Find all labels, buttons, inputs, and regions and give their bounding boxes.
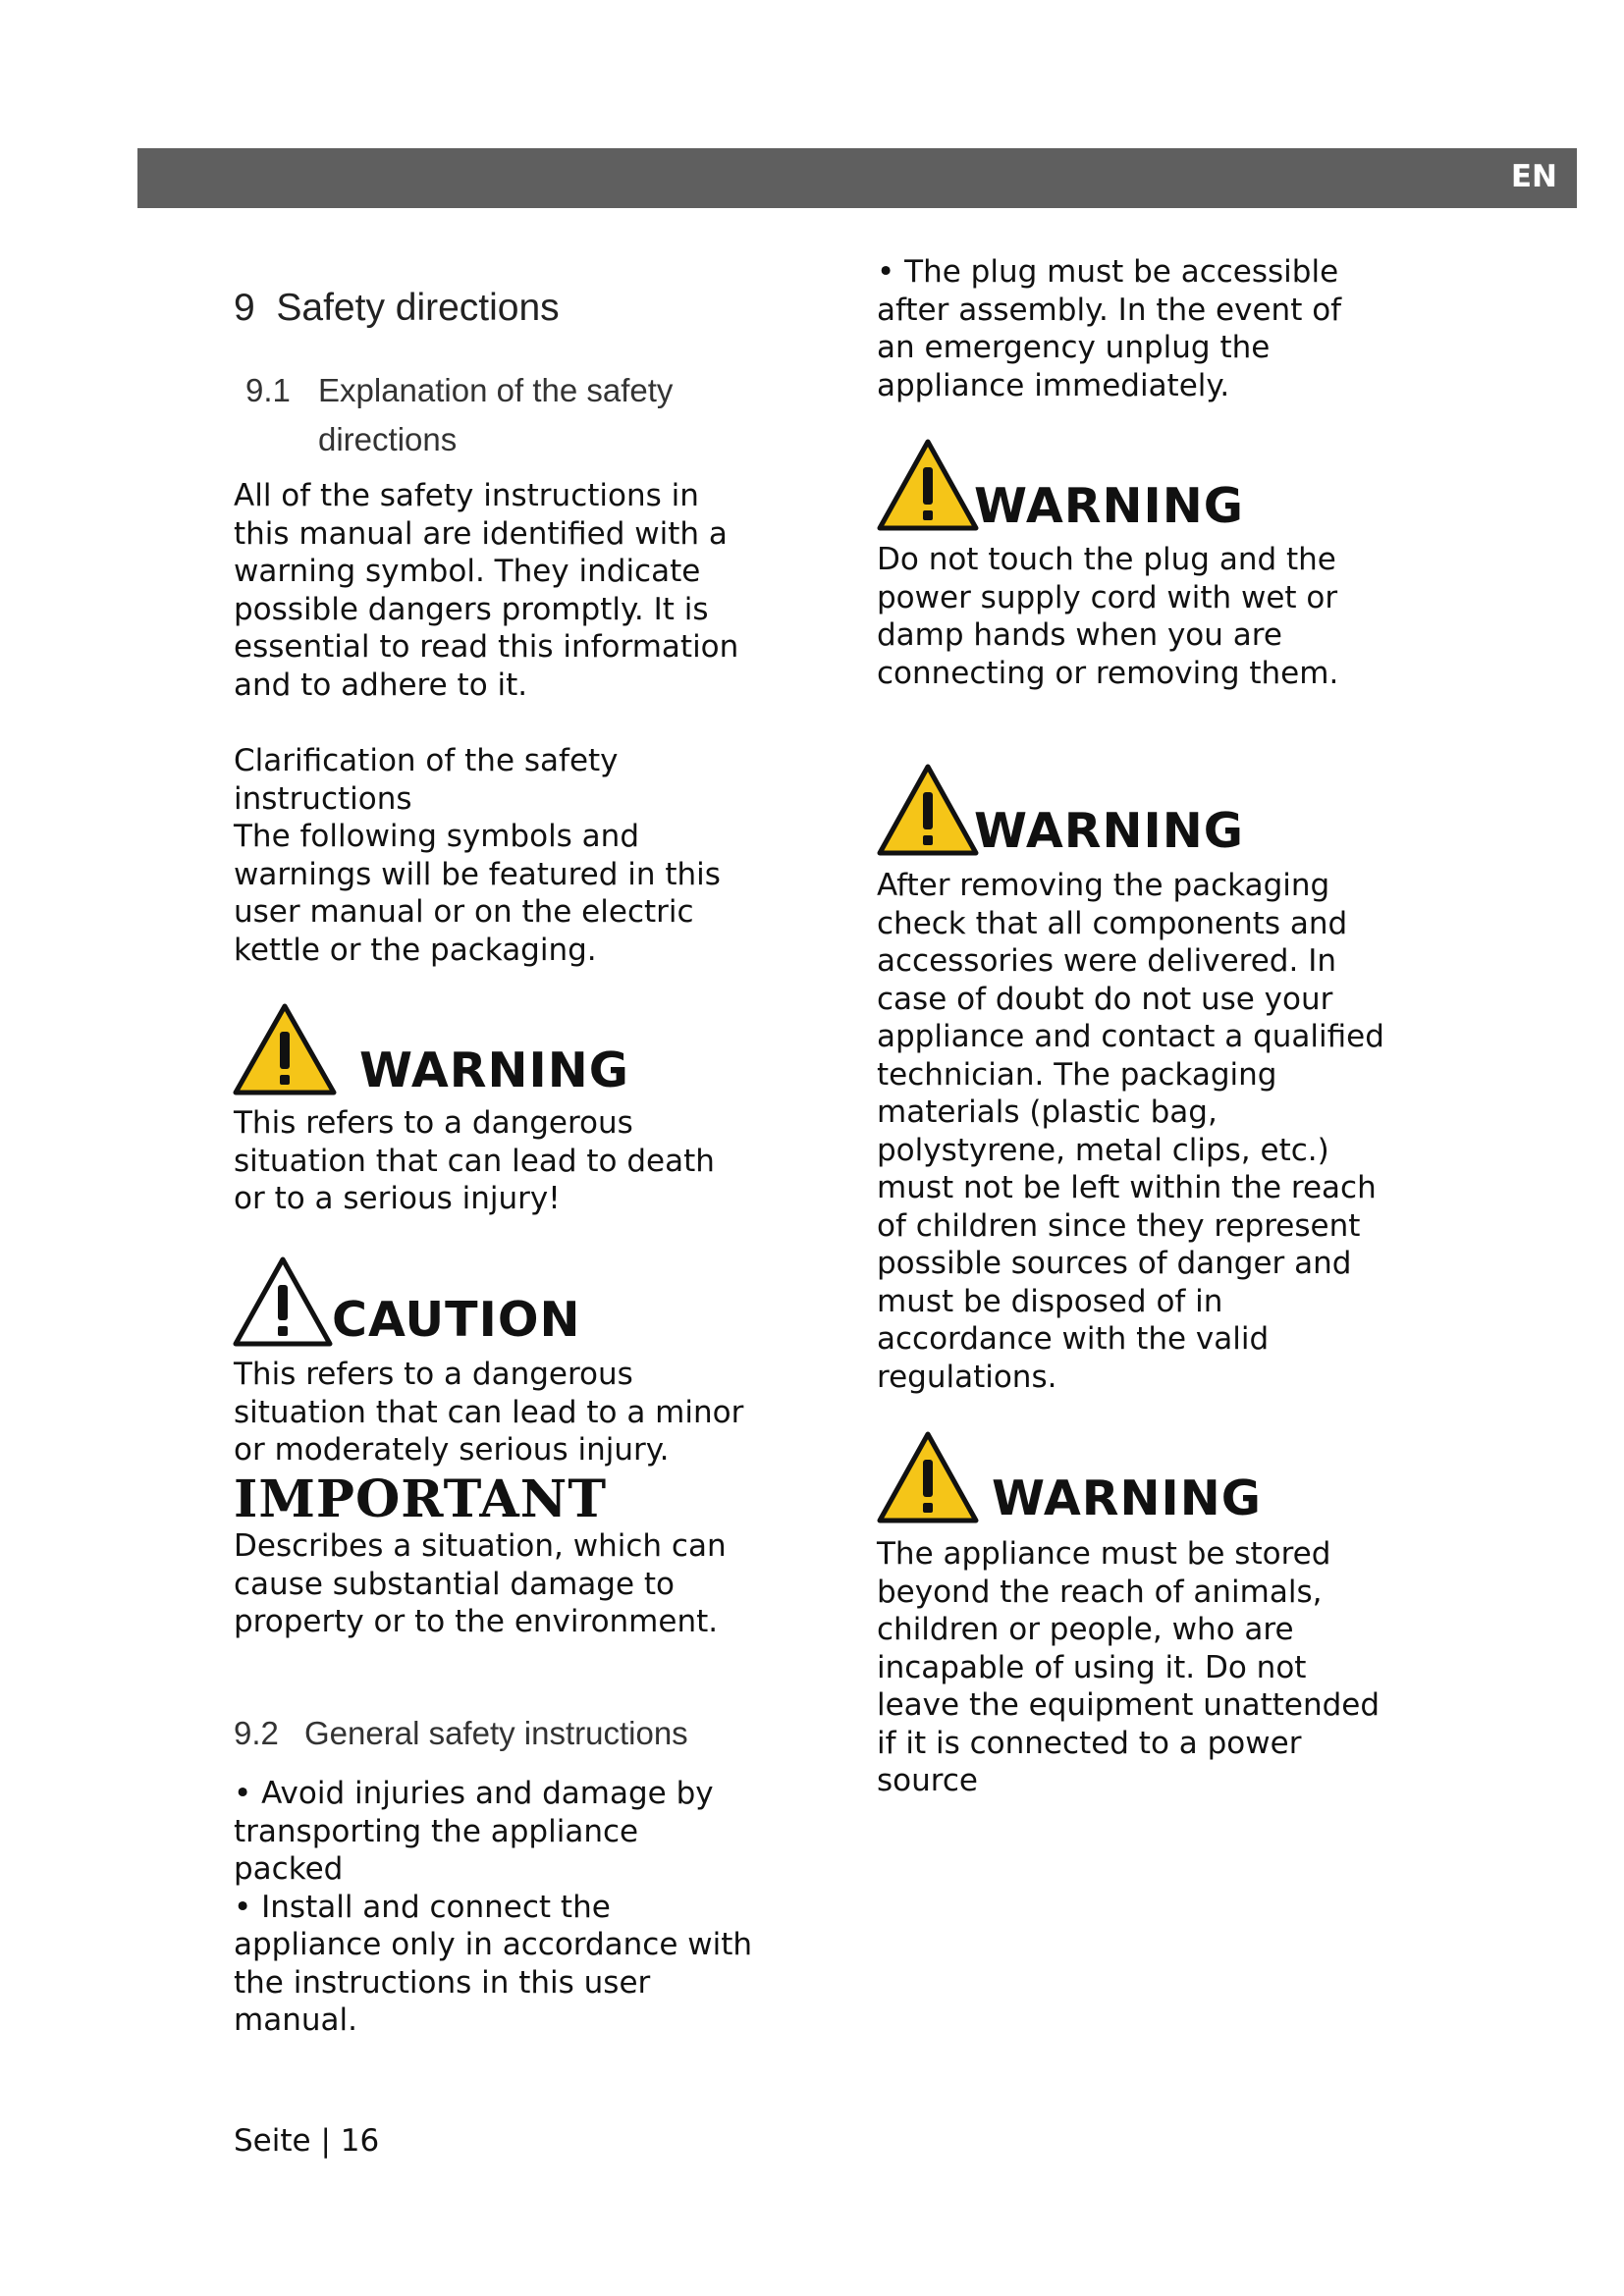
warning-word: WARNING: [992, 1470, 1262, 1526]
warning-word: WARNING: [974, 803, 1244, 859]
subsection-number: 9.1: [245, 372, 291, 408]
section-number: 9: [234, 287, 255, 329]
warning-3-description: The appliance must be stored beyond the reach of animals, children or people, who are incapable of using it. Do not leave the equipment unattended if it is connected to a power source: [877, 1536, 1380, 1798]
subsection-9-2-title: [234, 1709, 688, 1758]
header-bar: [137, 148, 1577, 208]
important-word: IMPORTANT: [234, 1469, 608, 1529]
warning-word: WARNING: [359, 1042, 629, 1098]
clarification-paragraph: Clarification of the safety instructions The following symbols and warnings will be featured in this user manual or on the electric kettle or the packaging.: [234, 743, 721, 968]
caution-description: This refers to a dangerous situation that can lead to a minor or moderately serious injury.: [234, 1357, 744, 1468]
page-number: Seite | 16: [234, 2123, 380, 2159]
subsection-title-line1: Explanation of the safety: [318, 372, 674, 408]
warning-2-description: After removing the packaging check that all components and accessories were delivered. In case of doubt do not use your appliance and contact a qualified technician. The packaging materials (plastic bag, polystyrene, metal clips, etc.) must not be left within the reach of children since they represent possible sources of danger and must be disposed of in accordance with the valid regulations.: [877, 868, 1384, 1395]
warning-triangle-icon: [232, 1002, 338, 1096]
warning-signal-3: [876, 1430, 1262, 1524]
warning-word: WARNING: [974, 478, 1244, 534]
subsection-number: 9.2: [234, 1715, 279, 1751]
subsection-title-line2: directions: [318, 421, 458, 457]
caution-signal: [232, 1254, 580, 1348]
warning-triangle-icon: [876, 438, 980, 532]
plug-accessible-paragraph: • The plug must be accessible after assembly. In the event of an emergency unplug the appliance immediately.: [877, 254, 1342, 403]
warning-signal-1: [876, 438, 1244, 532]
caution-triangle-icon: [232, 1254, 334, 1348]
warning-signal-left: [232, 1002, 629, 1096]
important-description: Describes a situation, which can cause substantial damage to property or to the environment.: [234, 1528, 727, 1639]
warning-1-description: Do not touch the plug and the power supply cord with wet or damp hands when you are connecting or removing them.: [877, 542, 1339, 691]
general-instructions-list: • Avoid injuries and damage by transporting the appliance packed • Install and connect the appliance only in accordance with the instructions in this user manual.: [234, 1776, 753, 2038]
warning-triangle-icon: [876, 1430, 980, 1524]
section-title: [234, 287, 560, 330]
subsection-title-text: General safety instructions: [304, 1715, 688, 1751]
subsection-9-1-title: [245, 366, 673, 464]
warning-triangle-icon: [876, 763, 980, 857]
warning-signal-2: [876, 763, 1244, 857]
warning-description: This refers to a dangerous situation that can lead to death or to a serious injury!: [234, 1105, 715, 1216]
language-badge: EN: [1510, 159, 1557, 194]
intro-paragraph: All of the safety instructions in this manual are identified with a warning symbol. They indicate possible dangers promptly. It is essential to read this information and to adhere to it.: [234, 478, 739, 703]
section-title-text: Safety directions: [276, 287, 560, 329]
caution-word: CAUTION: [332, 1292, 581, 1348]
